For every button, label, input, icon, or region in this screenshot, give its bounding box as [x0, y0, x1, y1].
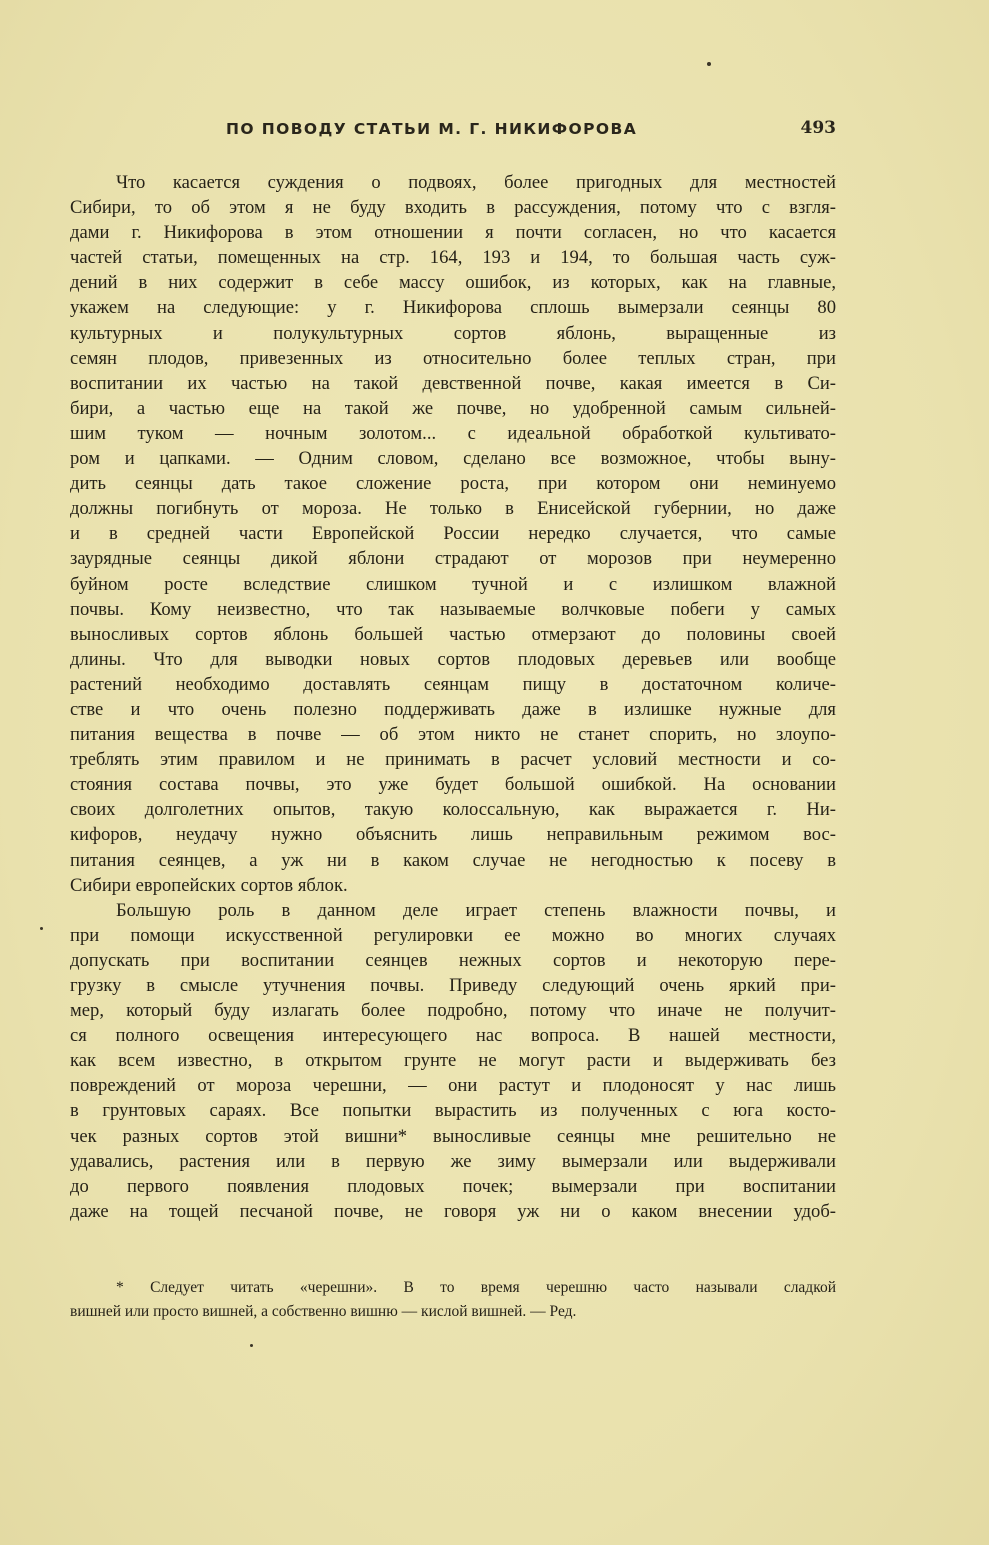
main-text — [70, 170, 836, 1224]
text-line: частей статьи, помещенных на стр. 164, 193 и 194, то большая часть суж- — [70, 247, 836, 269]
text-line: чек разных сортов этой вишни* выносливые сеянцы мне решительно не — [70, 1125, 836, 1147]
text-line: дить сеянцы дать такое сложение роста, при котором они неминуемо — [70, 473, 836, 495]
text-line: как всем известно, в открытом грунте не могут расти и выдерживать без — [70, 1050, 836, 1072]
text-line: Сибири европейских сортов яблок. — [70, 874, 348, 896]
text-line: стве и что очень полезно поддерживать даже в излишке нужные для — [70, 698, 836, 720]
running-title: ПО ПОВОДУ СТАТЬИ М. Г. НИКИФОРОВА — [226, 120, 638, 138]
text-line: шим туком — ночным золотом... с идеальной обработкой культивато- — [70, 422, 836, 444]
footnote-line: * Следует читать «черешни». В то время черешню часто называли сладкой — [116, 1279, 836, 1296]
text-line: дений в них содержит в себе массу ошибок, из которых, как на главные, — [70, 272, 836, 294]
text-line: буйном росте вследствие слишком тучной и с излишком влажной — [70, 573, 836, 595]
text-line: растений необходимо доставлять сеянцам пищу в достаточном количе- — [70, 673, 836, 695]
paper-speck — [40, 927, 43, 930]
text-line: треблять этим правилом и не принимать в расчет условий местности и со- — [70, 749, 836, 771]
text-line: повреждений от мороза черешни, — они растут и плодоносят у нас лишь — [70, 1075, 836, 1097]
footnote-line: вишней или просто вишней, а собственно вишню — кислой вишней. — Ред. — [70, 1303, 577, 1320]
text-line: Большую роль в данном деле играет степень влажности почвы, и — [116, 899, 836, 921]
text-line: допускать при воспитании сеянцев нежных сортов и некоторую пере- — [70, 949, 836, 971]
text-line: стояния состава почвы, это уже будет большой ошибкой. На основании — [70, 774, 836, 796]
text-line: и в средней части Европейской России нередко случается, что самые — [70, 523, 836, 545]
text-line: питания сеянцев, а уж ни в каком случае не негодностью к посеву в — [70, 849, 836, 871]
page-number: 493 — [800, 118, 836, 138]
text-line: ся полного освещения интересующего нас вопроса. В нашей местности, — [70, 1025, 836, 1047]
text-line: должны погибнуть от мороза. Не только в Енисейской губернии, но даже — [70, 498, 836, 520]
text-line: при помощи искусственной регулировки ее можно во многих случаях — [70, 924, 836, 946]
text-line: культурных и полукультурных сортов яблонь, выращенные из — [70, 322, 836, 344]
paper-speck — [707, 62, 711, 66]
text-line: даже на тощей песчаной почве, не говоря уж ни о каком внесении удоб- — [70, 1200, 836, 1222]
text-line: дами г. Никифорова в этом отношении я почти согласен, но что касается — [70, 222, 836, 244]
text-line: удавались, растения или в первую же зиму вымерзали или выдерживали — [70, 1150, 836, 1172]
footnote — [70, 1276, 836, 1324]
text-line: Что касается суждения о подвоях, более пригодных для местностей — [116, 172, 836, 193]
text-line: ром и цапками. — Одним словом, сделано все возможное, чтобы выну- — [70, 448, 836, 470]
text-line: до первого появления плодовых почек; вымерзали при воспитании — [70, 1175, 836, 1197]
text-line: своих долголетних опытов, такую колоссальную, как выражается г. Ни- — [70, 799, 836, 821]
text-line: выносливых сортов яблонь большей частью отмерзают до половины своей — [70, 623, 836, 645]
text-line: Сибири, то об этом я не буду входить в рассуждения, потому что с взгля- — [70, 197, 836, 219]
text-line: длины. Что для выводки новых сортов плодовых деревьев или вообще — [70, 648, 836, 670]
paper-speck — [250, 1344, 253, 1347]
text-line: воспитании их частью на такой девственной почве, какая имеется в Си- — [70, 372, 836, 394]
text-line: мер, который буду излагать более подробно, потому что иначе не получит- — [70, 1000, 836, 1022]
text-line: грузку в смысле утучнения почвы. Приведу следующий очень яркий при- — [70, 975, 836, 996]
text-line: укажем на следующие: у г. Никифорова сплошь вымерзали сеянцы 80 — [70, 297, 836, 319]
text-line: бири, а частью еще на такой же почве, но удобренной самым сильней- — [70, 397, 836, 419]
text-line: питания вещества в почве — об этом никто не станет спорить, но злоупо- — [70, 724, 836, 746]
text-line: почвы. Кому неизвестно, что так называемые волчковые побеги у самых — [70, 598, 836, 620]
text-line: кифоров, неудачу нужно объяснить лишь неправильным режимом вос- — [70, 824, 836, 846]
text-line: заурядные сеянцы дикой яблони страдают от морозов при неумеренно — [70, 548, 836, 570]
text-line: семян плодов, привезенных из относительно более теплых стран, при — [70, 347, 836, 369]
text-line: в грунтовых сараях. Все попытки вырастить из полученных с юга косто- — [70, 1100, 836, 1122]
page-header — [70, 116, 836, 146]
